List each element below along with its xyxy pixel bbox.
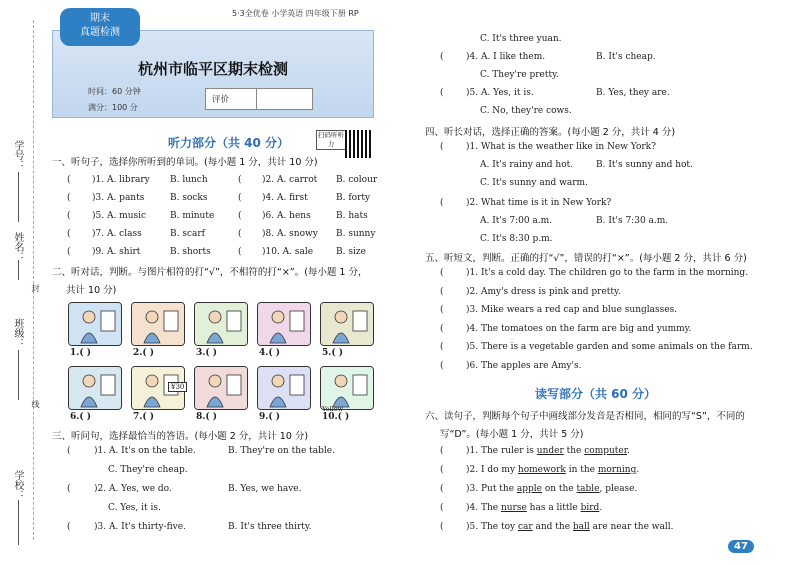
s4-option-a: A. It's rainy and hot. [480,160,574,170]
s5-statement: )2. Amy's dress is pink and pretty. [466,286,621,297]
s5-bracket: ( [440,323,444,334]
s1-cell: ( [238,247,242,257]
class-line [18,350,19,400]
s6-underlined-word: apple [516,484,542,494]
s3-option-c: C. They're pretty. [480,70,559,80]
listening-picture [320,302,374,346]
picture-answer-label: 3.( ) [196,348,218,358]
s4-question: )2. What time is it in New York? [466,198,612,208]
s4-bracket: ( [440,198,444,208]
section-2-title-cont: 共计 10 分) [66,285,117,296]
s6-bracket: ( [440,465,444,475]
listening-picture [68,366,122,410]
s6-bracket: ( [440,484,444,494]
section-6-title-cont: 写“D”。(每小题 1 分，共计 5 分) [440,429,584,440]
s1-cell: B. minute [170,211,215,221]
s4-option-c: C. It's sunny and warm. [480,178,588,188]
s3-option-b: B. It's three thirty. [228,522,312,532]
s1-cell: B. colour [336,175,378,185]
reading-section-heading: 读写部分（共 60 分） [535,387,657,401]
listening-picture [68,302,122,346]
picture-answer-label: 10.( ) [322,412,350,422]
class-label: 班级： [12,318,23,348]
s1-cell: ( [67,229,71,239]
s6-sentence-part: I do my [480,465,518,475]
s6-sentence-part: and the [532,522,573,532]
s6-sentence [466,484,637,494]
picture-answer-label: 7.( ) [133,412,155,422]
s6-sentence-part: )3. [466,484,481,494]
picture-answer-label: 1.( ) [70,348,92,358]
s3-option-a: )5. A. Yes, it is. [466,88,534,98]
picture-answer-label: 4.( ) [259,348,281,358]
s3-option-c: C. It's three yuan. [480,34,562,44]
s1-cell: ( [238,211,242,221]
s3-option-b: B. They're on the table. [228,446,335,456]
s1-cell: )3. A. pants [92,193,145,203]
s6-sentence-part: Put the [480,484,517,494]
listening-picture [257,366,311,410]
listening-picture [194,302,248,346]
s5-bracket: ( [440,268,444,278]
school-label: 学校： [12,470,23,500]
s6-underlined-word: car [517,522,533,532]
s5-bracket: ( [440,286,444,297]
picture-answer-label: 2.( ) [133,348,155,358]
s6-sentence-part: )1. [466,446,481,456]
s3-bracket: ( [67,522,71,532]
s1-cell: ( [67,175,71,185]
s6-sentence-part: . [599,503,603,513]
s6-sentence-part: has a little [526,503,581,513]
picture-answer-label: 9.( ) [259,412,281,422]
s3-option-b: B. It's cheap. [596,52,656,62]
listening-picture [320,366,374,410]
s6-underlined-word: table [576,484,600,494]
s6-sentence-part: , please. [599,484,638,494]
name-label: 姓名： [12,232,23,262]
s6-underlined-word: under [536,446,564,456]
s3-option-c: C. Yes, it is. [108,503,161,513]
s1-cell: )5. A. music [92,211,147,221]
s6-sentence-part: )4. [466,503,481,513]
s6-underlined-word: computer [584,446,628,456]
s6-bracket: ( [440,446,444,456]
s6-underlined-word: bird [580,503,600,513]
s6-underlined-word: nurse [500,503,527,513]
s3-option-a: )4. A. I like them. [466,52,546,62]
s1-cell: ( [238,193,242,203]
s4-option-b: B. It's 7:30 a.m. [596,216,669,226]
section-5-title: 五、听短文，判断。正确的打“√”，错误的打“×”。(每小题 2 分，共计 6 分) [425,253,747,264]
s6-sentence-part: )2. [466,465,481,475]
qr-code-icon [345,130,373,158]
s6-sentence [466,446,630,456]
s1-cell: )8. A. snowy [262,229,318,239]
student-number-label: 学号： [12,140,23,170]
s3-bracket: ( [440,88,444,98]
s6-bracket: ( [440,522,444,532]
s3-option-a: )2. A. Yes, we do. [94,484,172,494]
s1-cell: B. size [336,247,366,257]
s6-underlined-word: ball [572,522,590,532]
school-line [18,500,19,545]
s1-cell: ( [238,175,242,185]
qr-caption: 扫码听听力 [318,131,344,148]
picture-answer-label: 8.( ) [196,412,218,422]
s1-cell: )1. A. library [92,175,150,185]
s6-bracket: ( [440,503,444,513]
s5-statement: )6. The apples are Amy's. [466,360,582,371]
s6-sentence-part: are near the wall. [589,522,674,532]
s3-option-c: C. They're cheap. [108,465,188,475]
s6-sentence-part: . [627,446,630,456]
s4-question: )1. What is the weather like in New York? [466,142,656,152]
s6-underlined-word: homework [517,465,566,475]
listening-picture [257,302,311,346]
s3-bracket: ( [440,52,444,62]
s1-cell: B. forty [336,193,371,203]
s1-cell: ( [238,229,242,239]
s6-sentence-part: )5. [466,522,481,532]
s3-option-a: )3. A. It's thirty-five. [94,522,186,532]
s1-cell: B. lunch [170,175,208,185]
s1-cell: )6. A. hens [262,211,311,221]
s4-option-a: A. It's 7:00 a.m. [480,216,553,226]
evaluation-box: 评价 [205,88,313,110]
s4-bracket: ( [440,142,444,152]
s1-cell: ( [67,247,71,257]
listening-picture [131,302,185,346]
s1-cell: B. hats [336,211,368,221]
exam-time: 时间：60 分钟 [88,87,141,96]
s3-bracket: ( [67,446,71,456]
price-tag: ¥30 [168,382,187,392]
s5-statement: )1. It's a cold day. The children go to the farm in the morning. [466,268,749,278]
s5-bracket: ( [440,360,444,371]
s5-statement: )3. Mike wears a red cap and blue sunglasses. [466,305,678,315]
s5-statement: )5. There is a vegetable garden and some animals on the farm. [466,342,753,352]
s3-option-c: C. No, they're cows. [480,106,572,116]
s6-sentence [466,522,673,532]
section-3-title: 三、听问句，选择最恰当的答语。(每小题 2 分，共计 10 分) [52,431,309,442]
s1-cell: )10. A. sale [262,247,314,257]
seal-mark: 封 [31,284,40,292]
s1-cell: )4. A. first [262,193,308,203]
s6-sentence-part: . [636,465,640,475]
exam-badge: 期末 真题检测 [60,8,140,46]
s5-bracket: ( [440,305,444,315]
s5-bracket: ( [440,342,444,352]
picture-answer-label: 5.( ) [322,348,344,358]
s3-option-b: B. Yes, they are. [596,88,670,98]
s4-option-b: B. It's sunny and hot. [596,160,693,170]
listening-picture [194,366,248,410]
s6-sentence-part: The ruler is [480,446,537,456]
s4-option-c: C. It's 8:30 p.m. [480,234,553,244]
section-1-title: 一、听句子，选择你所听到的单词。(每小题 1 分，共计 10 分) [52,157,318,168]
binding-dashed-line [33,20,34,540]
s6-sentence-part: in the [565,465,598,475]
line-mark: 线 [31,400,40,408]
s6-underlined-word: morning [597,465,637,475]
s1-cell: B. scarf [170,229,205,239]
name-line [18,260,19,280]
section-2-title: 二、听对话，判断。与图片相符的打“√”，不相符的打“×”。(每小题 1 分， [52,267,368,278]
s5-statement: )4. The tomatoes on the farm are big and yummy. [466,323,692,334]
s1-cell: B. socks [170,193,208,203]
listening-section-heading: 听力部分（共 40 分） [168,136,290,150]
section-4-title: 四、听长对话，选择正确的答案。(每小题 2 分，共计 4 分) [425,127,676,138]
s6-sentence [466,465,639,475]
s6-sentence-part: The [480,503,501,513]
student-number-line [18,172,19,222]
s3-bracket: ( [67,484,71,494]
yellow-label: Yellow [322,405,344,413]
s1-cell: )7. A. class [92,229,142,239]
picture-answer-label: 6.( ) [70,412,92,422]
page-number: 47 [728,540,754,553]
s6-sentence-part: the [563,446,585,456]
s6-sentence-part: The toy [480,522,518,532]
exam-full-score: 满分：100 分 [88,103,138,112]
s1-cell: )2. A. carrot [262,175,318,185]
s1-cell: B. shorts [170,247,211,257]
s6-sentence-part: on the [542,484,577,494]
s6-sentence [466,503,602,513]
book-meta: 5·3全优卷 小学英语 四年级下册 RP [232,9,359,18]
s1-cell: )9. A. shirt [92,247,141,257]
exam-title: 杭州市临平区期末检测 [138,60,289,78]
section-6-title: 六、读句子，判断每个句子中画线部分发音是否相同，相同的写“S”，不同的 [425,411,745,422]
s1-cell: ( [67,211,71,221]
s3-option-a: )1. A. It's on the table. [94,446,196,456]
s3-option-b: B. Yes, we have. [228,484,302,494]
s1-cell: ( [67,193,71,203]
s1-cell: B. sunny [336,229,376,239]
